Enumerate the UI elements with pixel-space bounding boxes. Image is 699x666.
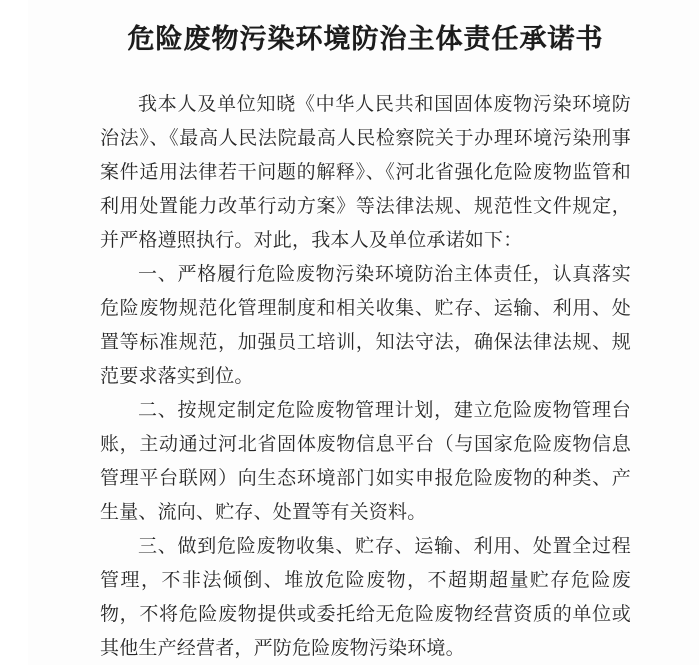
- paragraph-item-2: 二、按规定制定危险废物管理计划，建立危险废物管理台账，主动通过河北省固体废物信息平台（与国家危险废物信息管理平台联网）向生态环境部门如实申报危险废物的种类、产生量、流向、贮存、处置等有关资料。: [100, 400, 631, 523]
- paragraph-intro: 我本人及单位知晓《中华人民共和国固体废物污染环境防治法》、《最高人民法院最高人民检察院关于办理环境污染刑事案件适用法律若干问题的解释》、《河北省强化危险废物监管和利用处置能力改革行动方案》等法律法规、规范性文件规定，并严格遵照执行。对此，我本人及单位承诺如下：: [100, 94, 631, 251]
- paragraph-item-1: 一、严格履行危险废物污染环境防治主体责任，认真落实危险废物规范化管理制度和相关收集、贮存、运输、利用、处置等标准规范，加强员工培训，知法守法，确保法律法规、规范要求落实到位。: [100, 264, 631, 387]
- document-title: 危险废物污染环境防治主体责任承诺书: [127, 24, 604, 54]
- document: [100, 20, 631, 666]
- paragraph-item-3: 三、做到危险废物收集、贮存、运输、利用、处置全过程管理，不非法倾倒、堆放危险废物，不超期超量贮存危险废物，不将危险废物提供或委托给无危险废物经营资质的单位或其他生产经营者，严防危险废物污染环境。: [100, 536, 631, 659]
- document-body: [100, 88, 631, 666]
